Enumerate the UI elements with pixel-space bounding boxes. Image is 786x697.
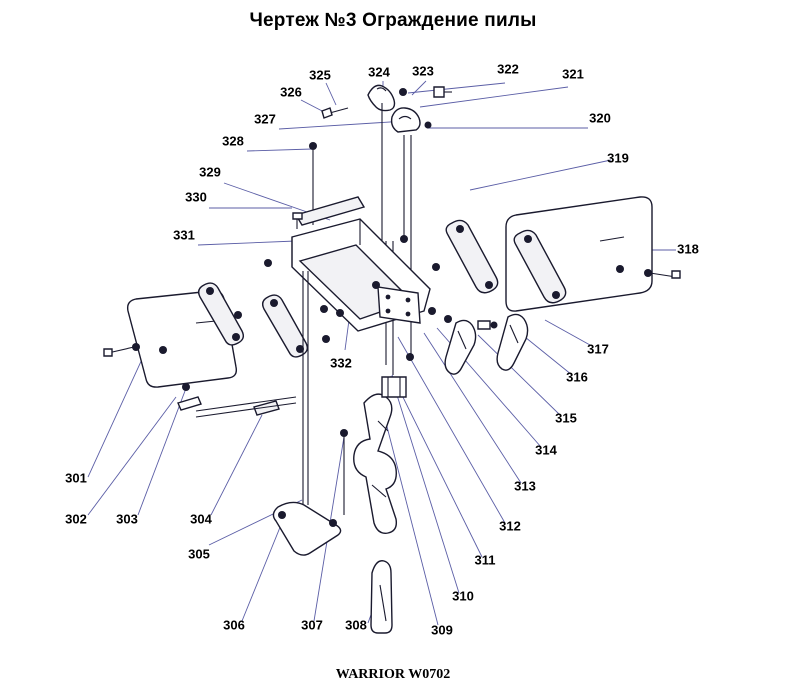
callout-309: 309 (431, 622, 453, 638)
callout-319: 319 (607, 150, 629, 166)
callout-311: 311 (474, 552, 496, 568)
callout-303: 303 (116, 511, 138, 527)
callout-308: 308 (345, 617, 367, 633)
callout-314: 314 (535, 442, 557, 458)
callout-312: 312 (499, 518, 521, 534)
callout-332: 332 (330, 355, 352, 371)
callout-327: 327 (254, 111, 276, 127)
page-footer: WARRIOR W0702 (335, 667, 451, 682)
callout-318: 318 (677, 241, 699, 257)
callout-315: 315 (555, 410, 577, 426)
callout-320: 320 (589, 110, 611, 126)
callout-302: 302 (65, 511, 87, 527)
callout-304: 304 (190, 511, 212, 527)
callout-321: 321 (562, 66, 584, 82)
callout-328: 328 (222, 133, 244, 149)
callout-316: 316 (566, 369, 588, 385)
callout-317: 317 (587, 341, 609, 357)
diagram-svg (0, 45, 786, 655)
callout-306: 306 (223, 617, 245, 633)
callout-331: 331 (173, 227, 195, 243)
callout-322: 322 (497, 61, 519, 77)
callout-330: 330 (185, 189, 207, 205)
callout-307: 307 (301, 617, 323, 633)
callout-326: 326 (280, 84, 302, 100)
callout-325: 325 (309, 67, 331, 83)
callout-310: 310 (452, 588, 474, 604)
callout-313: 313 (514, 478, 536, 494)
callout-323: 323 (412, 63, 434, 79)
parts-diagram (0, 45, 786, 655)
page-title: Чертеж №3 Ограждение пилы (249, 10, 537, 31)
callout-329: 329 (199, 164, 221, 180)
callout-305: 305 (188, 546, 210, 562)
callout-301: 301 (65, 470, 87, 486)
callout-324: 324 (368, 64, 390, 80)
